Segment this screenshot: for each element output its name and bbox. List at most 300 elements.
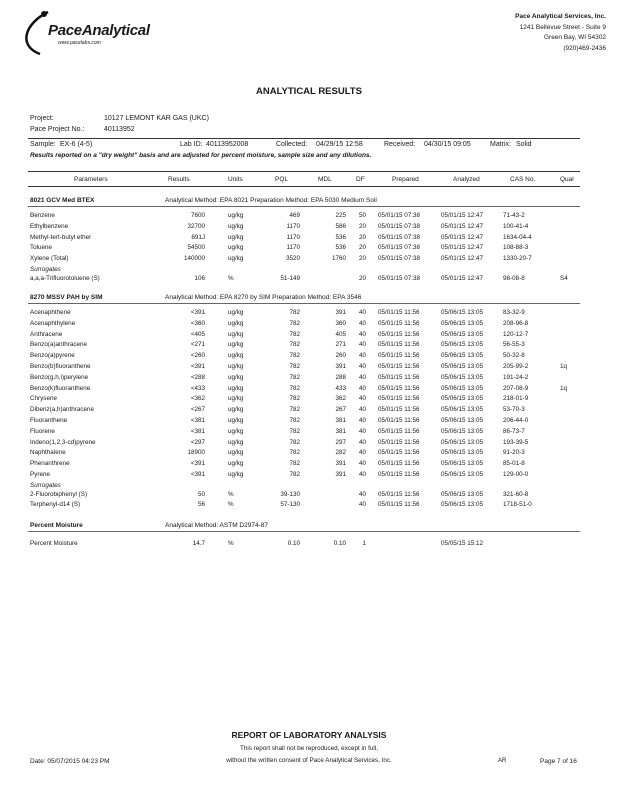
cell-result: <267 — [190, 406, 205, 414]
cell-analyzed: 05/06/15 13:05 — [441, 427, 484, 435]
cell-units: ug/kg — [228, 244, 244, 252]
cell-mdl: 360 — [335, 319, 346, 327]
cell-parameter: Naphthalene — [30, 449, 66, 457]
section-rule — [28, 206, 580, 207]
table-row — [0, 212, 618, 222]
cell-pql: 782 — [289, 438, 300, 446]
cell-units: ug/kg — [228, 406, 244, 414]
cell-units: % — [228, 274, 234, 282]
cell-units: ug/kg — [228, 363, 244, 370]
cell-prepared: 05/01/15 07:38 — [378, 233, 421, 241]
cell-mdl: 0.10 — [333, 540, 346, 547]
cell-units: ug/kg — [228, 233, 244, 241]
cell-result: 140000 — [183, 255, 205, 263]
table-row — [0, 352, 618, 362]
cell-analyzed: 05/05/15 15:12 — [441, 540, 484, 547]
cell-analyzed: 05/06/15 13:05 — [441, 471, 484, 478]
cell-mdl: 536 — [335, 244, 346, 252]
cell-result: <362 — [190, 395, 205, 403]
cell-parameter: Fluorene — [30, 427, 55, 435]
cell-units: ug/kg — [228, 352, 244, 360]
cell-units: ug/kg — [228, 417, 244, 424]
cell-df: 40 — [358, 438, 366, 446]
sample-label: Sample: — [30, 141, 56, 148]
cell-result: <271 — [190, 341, 205, 349]
cell-prepared: 05/01/15 11:56 — [378, 384, 420, 392]
table-row — [0, 309, 618, 319]
cell-mdl: 271 — [335, 341, 346, 349]
cell-units: ug/kg — [228, 330, 244, 338]
cell-pql: 0.10 — [287, 540, 300, 547]
cell-result: <360 — [190, 319, 205, 327]
cell-parameter: a,a,a-Trifluorotoluene (S) — [30, 274, 100, 282]
cell-cas-no: 193-39-5 — [503, 438, 529, 446]
cell-pql: 782 — [289, 471, 300, 478]
cell-parameter: Anthracene — [30, 330, 63, 338]
cell-mdl: 288 — [335, 373, 346, 381]
cell-prepared: 05/01/15 11:56 — [378, 449, 420, 457]
cell-qual: S4 — [560, 274, 568, 282]
cell-cas-no: 86-73-7 — [503, 427, 525, 435]
cell-df: 40 — [358, 406, 366, 414]
col-header-cas: CAS No. — [510, 176, 536, 183]
header-bottom-rule — [28, 186, 580, 187]
section-rule — [28, 303, 580, 304]
cell-cas-no: 91-20-3 — [503, 449, 525, 457]
cell-df: 40 — [358, 460, 366, 468]
table-row — [0, 540, 618, 550]
cell-cas-no: 85-01-8 — [503, 460, 525, 468]
cell-analyzed: 05/06/15 13:05 — [441, 363, 484, 370]
cell-prepared: 05/01/15 11:56 — [378, 341, 420, 349]
cell-analyzed: 05/01/15 12:47 — [441, 255, 484, 263]
col-header-mdl: MDL — [318, 176, 332, 183]
cell-df: 1 — [362, 540, 366, 547]
cell-cas-no: 208-96-8 — [503, 319, 529, 327]
cell-cas-no: 191-24-2 — [503, 373, 529, 381]
section-method: Analytical Method: EPA 8270 by SIM Preparation Method: EPA 3546 — [165, 294, 362, 301]
cell-analyzed: 05/06/15 13:05 — [441, 438, 484, 446]
cell-parameter: 2-Fluorobiphenyl (S) — [30, 490, 88, 498]
cell-mdl: 391 — [335, 363, 346, 370]
cell-df: 40 — [358, 490, 366, 498]
table-row — [0, 501, 618, 511]
cell-mdl: 391 — [335, 460, 346, 468]
table-row — [0, 374, 618, 384]
cell-result: 106 — [194, 274, 205, 282]
col-header-units: Units — [228, 176, 243, 183]
cell-analyzed: 05/06/15 13:05 — [441, 352, 484, 360]
cell-analyzed: 05/06/15 13:05 — [441, 449, 484, 457]
cell-pql: 1170 — [286, 244, 300, 252]
cell-result: <381 — [190, 417, 205, 424]
sample-value: EX-6 (4-5) — [60, 141, 93, 148]
cell-parameter: Xylene (Total) — [30, 255, 69, 263]
lab-id-value: 40113952008 — [206, 141, 249, 148]
cell-parameter: Terphenyl-d14 (S) — [30, 501, 81, 509]
pace-project-value: 40113952 — [104, 126, 135, 133]
cell-units: % — [228, 540, 234, 547]
cell-prepared: 05/01/15 11:56 — [378, 460, 420, 468]
lab-address-line: 1241 Bellevue Street - Suite 9 — [519, 23, 606, 31]
lab-address-line: Green Bay, WI 54302 — [543, 34, 606, 41]
cell-parameter: Ethylbenzene — [30, 222, 69, 230]
cell-df: 40 — [358, 341, 366, 349]
cell-df: 40 — [358, 395, 366, 403]
cell-mdl: 391 — [335, 309, 346, 316]
table-row — [0, 341, 618, 351]
cell-parameter: Methyl-tert-butyl ether — [30, 233, 92, 241]
cell-prepared: 05/01/15 07:38 — [378, 255, 421, 263]
cell-analyzed: 05/06/15 13:05 — [441, 395, 484, 403]
cell-df: 40 — [358, 373, 366, 381]
cell-analyzed: 05/06/15 13:05 — [441, 490, 484, 498]
cell-analyzed: 05/06/15 13:05 — [441, 309, 484, 316]
cell-analyzed: 05/06/15 13:05 — [441, 417, 484, 424]
cell-prepared: 05/01/15 11:56 — [378, 406, 420, 414]
cell-result: 50 — [197, 490, 205, 498]
logo-name: PaceAnalytical — [48, 22, 150, 39]
matrix-value: Solid — [516, 141, 532, 148]
cell-cas-no: 50-32-8 — [503, 352, 525, 360]
cell-parameter: Percent Moisture — [30, 540, 78, 547]
cell-result: 891J — [191, 233, 205, 241]
cell-df: 40 — [358, 363, 366, 370]
cell-qual: 1q — [560, 384, 568, 392]
cell-prepared: 05/01/15 07:38 — [378, 274, 421, 282]
lab-address-line: (920)469-2436 — [563, 44, 606, 52]
cell-df: 20 — [358, 233, 366, 241]
col-header-pql: PQL — [275, 176, 289, 183]
header-top-rule — [28, 171, 580, 172]
cell-pql: 782 — [289, 406, 300, 414]
cell-prepared: 05/01/15 07:38 — [378, 212, 421, 219]
cell-parameter: Acenaphthene — [30, 309, 71, 316]
cell-result: 54500 — [187, 244, 205, 252]
table-row — [0, 223, 618, 233]
project-label: Project: — [30, 115, 54, 122]
cell-pql: 39-130 — [280, 490, 300, 498]
results-note: Results reported on a "dry weight" basis and are adjusted for percent moisture, sample size and any dilutions. — [30, 152, 372, 159]
table-row — [0, 255, 618, 265]
collected-value: 04/29/15 12:58 — [316, 141, 363, 148]
section-title: 8021 GCV Med BTEX — [30, 197, 95, 204]
cell-prepared: 05/01/15 11:56 — [378, 330, 420, 338]
cell-prepared: 05/01/15 11:56 — [378, 309, 420, 316]
cell-result: <405 — [190, 330, 205, 338]
cell-prepared: 05/01/15 11:56 — [378, 438, 420, 446]
cell-pql: 782 — [289, 373, 300, 381]
cell-mdl: 381 — [335, 427, 346, 435]
cell-parameter: Fluoranthene — [30, 417, 68, 424]
cell-units: ug/kg — [228, 309, 244, 316]
cell-parameter: Toluene — [30, 244, 53, 252]
cell-prepared: 05/01/15 11:56 — [378, 319, 420, 327]
cell-cas-no: 98-08-8 — [503, 274, 525, 282]
cell-result: <297 — [190, 438, 205, 446]
cell-analyzed: 05/01/15 12:47 — [441, 222, 484, 230]
cell-mdl: 260 — [335, 352, 346, 360]
cell-df: 40 — [358, 384, 366, 392]
cell-pql: 782 — [289, 395, 300, 403]
cell-df: 40 — [358, 427, 366, 435]
cell-parameter: Benzo(a)pyrene — [30, 352, 75, 360]
cell-analyzed: 05/06/15 13:05 — [441, 341, 484, 349]
cell-df: 40 — [358, 449, 366, 457]
report-footer-title: REPORT OF LABORATORY ANALYSIS — [231, 730, 387, 740]
section-title: 8270 MSSV PAH by SIM — [30, 294, 103, 301]
cell-result: <391 — [190, 471, 205, 478]
table-row — [0, 428, 618, 438]
cell-mdl: 362 — [335, 395, 346, 403]
cell-units: ug/kg — [228, 319, 244, 327]
cell-prepared: 05/01/15 11:56 — [378, 352, 420, 360]
cell-result: <381 — [190, 427, 205, 435]
table-row — [0, 320, 618, 330]
section-rule — [28, 531, 580, 532]
footer-note: This report shall not be reproduced, except in full, — [240, 745, 378, 752]
reviewer-initials: AR — [498, 758, 507, 764]
divider — [28, 138, 580, 139]
cell-pql: 469 — [289, 212, 300, 219]
cell-mdl: 381 — [335, 417, 346, 424]
cell-parameter: Acenaphthylene — [30, 319, 76, 327]
lab-id-label: Lab ID: — [180, 141, 203, 148]
cell-parameter: Benzo(b)fluoranthene — [30, 363, 91, 370]
cell-prepared: 05/01/15 11:56 — [378, 417, 420, 424]
project-value: 10127 LEMONT KAR GAS (UKC) — [104, 115, 209, 122]
cell-result: <391 — [190, 460, 205, 468]
cell-mdl: 586 — [335, 222, 346, 230]
cell-mdl: 225 — [335, 212, 346, 219]
cell-units: % — [228, 490, 234, 498]
cell-analyzed: 05/01/15 12:47 — [441, 244, 484, 252]
cell-parameter: Dibenz(a,h)anthracene — [30, 406, 95, 414]
cell-analyzed: 05/01/15 12:47 — [441, 212, 484, 219]
cell-cas-no: 218-01-9 — [503, 395, 529, 403]
table-row — [0, 439, 618, 449]
pace-project-label: Pace Project No.: — [30, 126, 85, 133]
received-label: Received: — [384, 141, 416, 148]
table-row — [0, 460, 618, 470]
footer-note: without the written consent of Pace Analytical Services, Inc. — [226, 757, 392, 764]
cell-cas-no: 321-60-8 — [503, 490, 529, 498]
page-number: Page 7 of 16 — [540, 758, 577, 765]
lab-address — [515, 12, 606, 54]
cell-pql: 782 — [289, 449, 300, 457]
section-title: Percent Moisture — [30, 522, 83, 529]
cell-parameter: Benzene — [30, 212, 55, 219]
cell-prepared: 05/01/15 11:56 — [378, 471, 420, 478]
cell-cas-no: 100-41-4 — [503, 222, 529, 230]
cell-analyzed: 05/06/15 13:05 — [441, 373, 484, 381]
cell-cas-no: 83-32-9 — [503, 309, 525, 316]
table-row — [0, 275, 618, 285]
cell-pql: 1170 — [286, 233, 300, 241]
cell-cas-no: 1634-04-4 — [503, 233, 532, 241]
col-header-parameters: Parameters — [74, 176, 108, 183]
cell-prepared: 05/01/15 11:56 — [378, 373, 420, 381]
table-row — [0, 406, 618, 416]
table-row — [0, 385, 618, 395]
cell-analyzed: 05/06/15 13:05 — [441, 501, 484, 509]
cell-units: ug/kg — [228, 438, 244, 446]
logo-url: www.pacelabs.com — [58, 40, 101, 46]
cell-mdl: 391 — [335, 471, 346, 478]
cell-result: 7600 — [190, 212, 205, 219]
cell-df: 40 — [358, 330, 366, 338]
lab-address-line: Pace Analytical Services, Inc. — [515, 13, 606, 20]
cell-analyzed: 05/06/15 13:05 — [441, 330, 484, 338]
cell-cas-no: 1718-51-0 — [503, 501, 532, 509]
cell-units: ug/kg — [228, 373, 244, 381]
cell-mdl: 1760 — [331, 255, 346, 263]
cell-pql: 782 — [289, 460, 300, 468]
cell-analyzed: 05/06/15 13:05 — [441, 460, 484, 468]
table-row — [0, 331, 618, 341]
cell-units: ug/kg — [228, 212, 244, 219]
cell-pql: 51-149 — [280, 274, 300, 282]
cell-df: 40 — [358, 471, 366, 478]
cell-df: 40 — [358, 501, 366, 509]
section-method: Analytical Method: EPA 8021 Preparation Method: EPA 5030 Medium Soil — [165, 197, 377, 204]
cell-mdl: 433 — [335, 384, 346, 392]
cell-df: 20 — [358, 222, 366, 230]
cell-mdl: 405 — [335, 330, 346, 338]
cell-units: ug/kg — [228, 471, 244, 478]
report-date: Date: 05/07/2015 04:23 PM — [30, 758, 110, 765]
cell-cas-no: 56-55-3 — [503, 341, 525, 349]
cell-pql: 782 — [289, 330, 300, 338]
cell-cas-no: 207-08-9 — [503, 384, 529, 392]
cell-cas-no: 206-44-0 — [503, 417, 529, 424]
cell-units: ug/kg — [228, 395, 244, 403]
cell-pql: 3520 — [285, 255, 300, 263]
cell-pql: 782 — [289, 319, 300, 327]
cell-parameter: Pyrene — [30, 471, 50, 478]
cell-cas-no: 71-43-2 — [503, 212, 525, 219]
cell-pql: 782 — [289, 427, 300, 435]
col-header-results: Results — [168, 176, 190, 183]
received-value: 04/30/15 09:05 — [424, 141, 471, 148]
cell-df: 40 — [358, 319, 366, 327]
cell-units: ug/kg — [228, 427, 244, 435]
collected-label: Collected: — [276, 141, 308, 148]
section-method: Analytical Method: ASTM D2974-87 — [165, 522, 268, 529]
cell-units: ug/kg — [228, 460, 244, 468]
cell-pql: 782 — [289, 341, 300, 349]
cell-mdl: 297 — [335, 438, 346, 446]
cell-qual: 1q — [560, 363, 568, 370]
cell-units: ug/kg — [228, 341, 244, 349]
table-row — [0, 449, 618, 459]
cell-units: % — [228, 501, 234, 509]
surrogates-label-text: Surrogates — [30, 266, 61, 273]
cell-pql: 57-130 — [280, 501, 300, 509]
table-row — [0, 417, 618, 427]
cell-pql: 782 — [289, 309, 300, 316]
cell-analyzed: 05/01/15 12:47 — [441, 274, 484, 282]
cell-df: 40 — [358, 352, 366, 360]
cell-units: ug/kg — [228, 384, 244, 392]
matrix-label: Matrix: — [490, 141, 511, 148]
cell-result: 32700 — [187, 222, 205, 230]
cell-units: ug/kg — [228, 222, 244, 230]
table-row — [0, 395, 618, 405]
cell-result: <433 — [190, 384, 205, 392]
cell-result: <260 — [190, 352, 205, 360]
cell-result: 18900 — [187, 449, 205, 457]
col-header-qual: Qual — [560, 176, 574, 183]
cell-cas-no: 129-00-0 — [503, 471, 529, 478]
col-header-df: DF — [356, 176, 365, 183]
table-row — [0, 363, 618, 373]
cell-pql: 782 — [289, 384, 300, 392]
cell-result: <391 — [190, 309, 205, 316]
cell-analyzed: 05/06/15 13:05 — [441, 406, 484, 414]
cell-result: <288 — [190, 373, 205, 381]
cell-cas-no: 120-12-7 — [503, 330, 529, 338]
cell-analyzed: 05/06/15 13:05 — [441, 319, 484, 327]
cell-mdl: 282 — [335, 449, 346, 457]
cell-parameter: Phenanthrene — [30, 460, 70, 468]
page-title: ANALYTICAL RESULTS — [256, 86, 362, 97]
cell-cas-no: 53-70-3 — [503, 406, 525, 414]
cell-df: 20 — [358, 244, 366, 252]
cell-prepared: 05/01/15 11:56 — [378, 490, 420, 498]
cell-units: ug/kg — [228, 255, 244, 263]
cell-mdl: 267 — [335, 406, 346, 414]
cell-pql: 782 — [289, 352, 300, 360]
cell-parameter: Indeno(1,2,3-cd)pyrene — [30, 438, 96, 446]
cell-parameter: Benzo(g,h,i)perylene — [30, 373, 89, 381]
cell-prepared: 05/01/15 07:38 — [378, 222, 421, 230]
cell-pql: 1170 — [286, 222, 300, 230]
cell-parameter: Benzo(a)anthracene — [30, 341, 88, 349]
table-row — [0, 471, 618, 481]
cell-prepared: 05/01/15 11:56 — [378, 395, 420, 403]
cell-df: 20 — [358, 274, 366, 282]
cell-parameter: Chrysene — [30, 395, 57, 403]
surrogates-label-text: Surrogates — [30, 481, 61, 489]
cell-pql: 782 — [289, 363, 300, 370]
cell-prepared: 05/01/15 11:56 — [378, 427, 420, 435]
cell-df: 20 — [358, 255, 366, 263]
cell-prepared: 05/01/15 07:38 — [378, 244, 421, 252]
cell-result: <391 — [190, 363, 205, 370]
col-header-analyzed: Analyzed — [453, 176, 480, 183]
cell-pql: 782 — [289, 417, 300, 424]
cell-cas-no: 1330-20-7 — [503, 255, 532, 263]
cell-cas-no: 108-88-3 — [503, 244, 529, 252]
cell-result: 14.7 — [192, 540, 205, 547]
table-row — [0, 244, 618, 254]
cell-result: 56 — [197, 501, 205, 509]
cell-analyzed: 05/06/15 13:05 — [441, 384, 484, 392]
cell-parameter: Benzo(k)fluoranthene — [30, 384, 91, 392]
cell-prepared: 05/01/15 11:56 — [378, 501, 420, 509]
cell-analyzed: 05/01/15 12:47 — [441, 233, 484, 241]
cell-df: 40 — [358, 309, 366, 316]
cell-prepared: 05/01/15 11:56 — [378, 363, 420, 370]
col-header-prepared: Prepared — [392, 176, 419, 183]
cell-units: ug/kg — [228, 449, 244, 457]
cell-mdl: 536 — [335, 233, 346, 241]
cell-df: 50 — [358, 212, 366, 219]
table-row — [0, 491, 618, 501]
cell-cas-no: 205-99-2 — [503, 363, 529, 370]
table-row — [0, 234, 618, 244]
